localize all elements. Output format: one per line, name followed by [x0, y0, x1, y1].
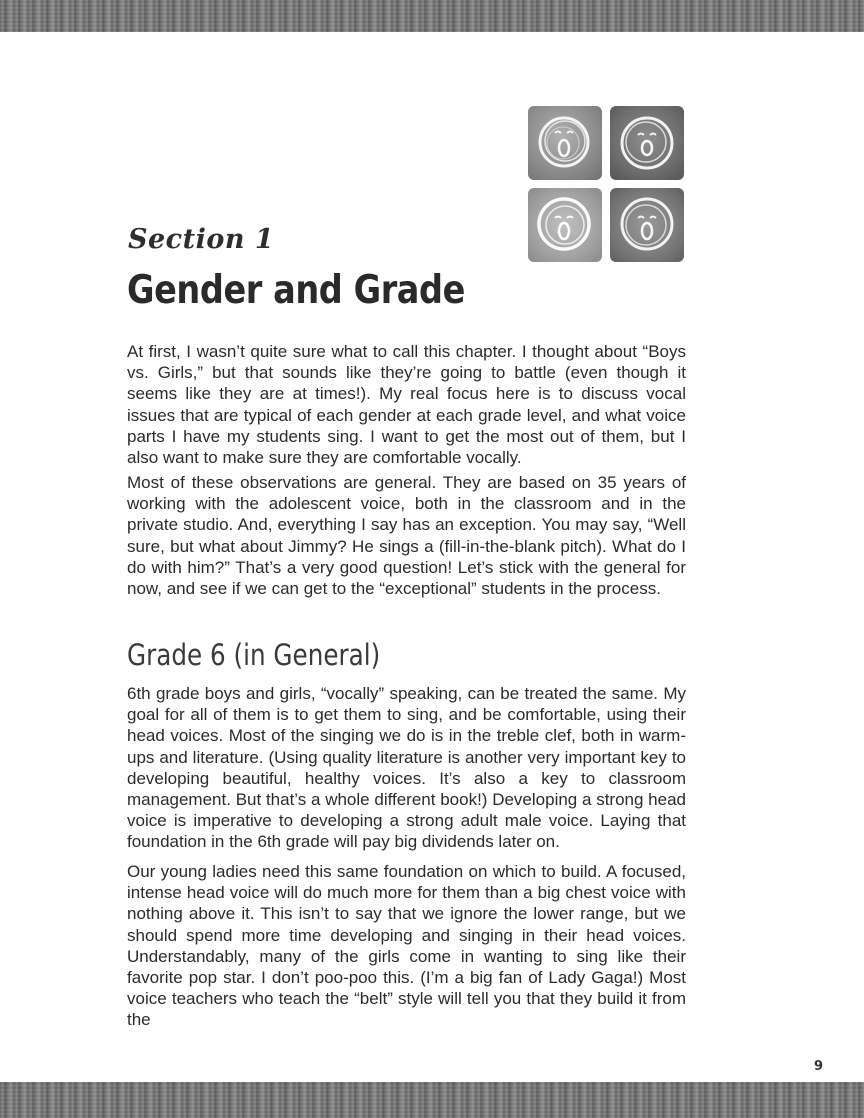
body-paragraph: Most of these observations are general. They are based on 35 years of working with the adolescent voice, both in the classroom and in the private studio. And, everything I say has an exception. You may say, “Well sure, but what about Jimmy? He sings a (fill-in-the-blank pitch). What do I do with him?” That’s a very good question! Let’s stick with the general for now, and see if we can get to the “exceptional” students in the process. — [127, 473, 686, 599]
section-label: Section 1 — [128, 224, 275, 255]
chapter-title: Gender and Grade — [127, 268, 465, 313]
page-number: 9 — [814, 1059, 824, 1074]
singing-faces-illustration — [528, 106, 686, 264]
singing-face-tile-icon — [528, 188, 602, 262]
body-paragraph: Our young ladies need this same foundation on which to build. A focused, intense head voice will do much more for them than a big chest voice with nothing above it. This isn’t to say that we ignore the lower range, but we should spend more time developing and singing in their head voices. Understandably, many of the girls come in wanting to sing like their favorite pop star. I don’t poo-poo this. (I’m a big fan of Lady Gaga!) Most voice teachers who teach the “belt” style will tell you that they build it from the — [127, 862, 686, 1030]
singing-face-tile-icon — [610, 188, 684, 262]
singing-face-tile-icon — [610, 106, 684, 180]
body-paragraph: At first, I wasn’t quite sure what to call this chapter. I thought about “Boys vs. Girls,” but that sounds like they’re going to battle (even though it seems like they are at times!). My real focus here is to discuss vocal issues that are typical of each gender at each grade level, and what voice parts I have my students sing. I want to get the most out of them, but I also want to make sure they are comfortable vocally. — [127, 342, 686, 468]
singing-face-tile-icon — [528, 106, 602, 180]
section-subheading: Grade 6 (in General) — [127, 638, 381, 672]
body-paragraph: 6th grade boys and girls, “vocally” speaking, can be treated the same. My goal for all of them is to get them to sing, and be comfortable, using their head voices. Most of the singing we do is in the treble clef, both in warm-ups and literature. (Using quality literature is another very important key to developing beautiful, healthy voices. It’s also a key to classroom management. But that’s a whole different book!) Developing a strong head voice is imperative to developing a strong adult male voice. Laying that foundation in the 6th grade will pay big dividends later on. — [127, 684, 686, 852]
top-texture-band — [0, 0, 864, 32]
bottom-texture-band — [0, 1082, 864, 1118]
